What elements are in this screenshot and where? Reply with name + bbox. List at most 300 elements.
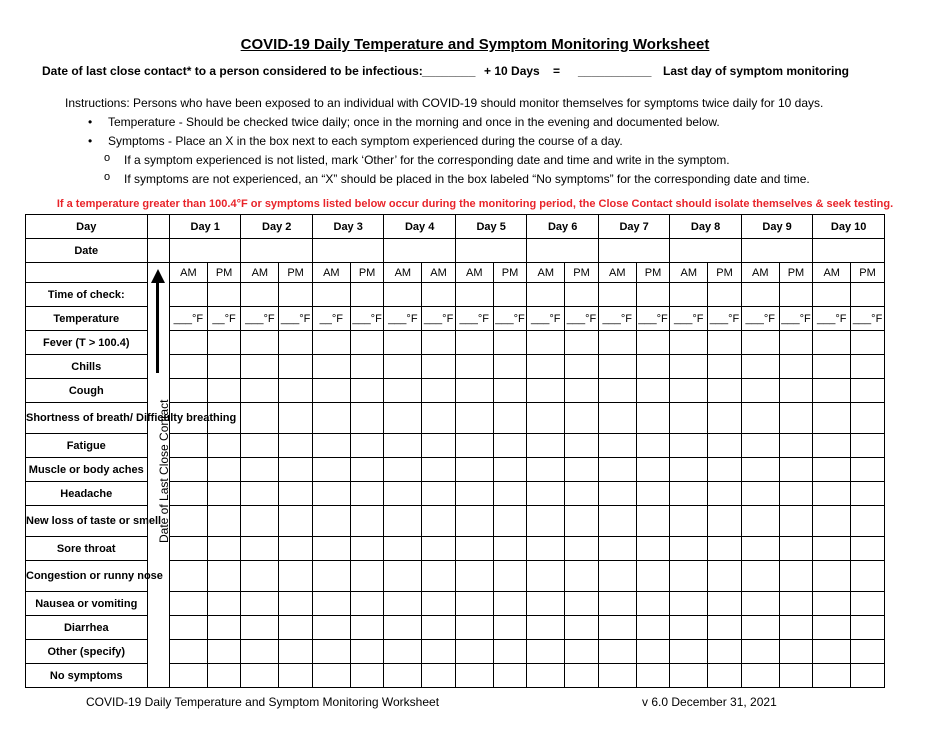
check-cell[interactable]: [422, 537, 456, 561]
check-cell[interactable]: [670, 664, 708, 688]
check-cell[interactable]: [455, 434, 493, 458]
check-cell[interactable]: [779, 537, 813, 561]
check-cell[interactable]: [384, 616, 422, 640]
check-cell[interactable]: [598, 434, 636, 458]
check-cell[interactable]: [241, 458, 279, 482]
check-cell[interactable]: [422, 434, 456, 458]
check-cell[interactable]: [279, 592, 313, 616]
check-cell[interactable]: [598, 537, 636, 561]
check-cell[interactable]: [851, 616, 885, 640]
check-cell[interactable]: [670, 506, 708, 537]
check-cell[interactable]: [422, 482, 456, 506]
check-cell[interactable]: [169, 640, 207, 664]
check-cell[interactable]: [565, 592, 599, 616]
check-cell[interactable]: [670, 616, 708, 640]
check-cell[interactable]: [207, 506, 241, 537]
check-cell[interactable]: [350, 640, 384, 664]
check-cell[interactable]: [779, 482, 813, 506]
check-cell[interactable]: [384, 379, 422, 403]
check-cell[interactable]: [565, 561, 599, 592]
check-cell[interactable]: [312, 434, 350, 458]
check-cell[interactable]: [350, 537, 384, 561]
temperature-cell[interactable]: ___°F: [169, 307, 207, 331]
check-cell[interactable]: [779, 434, 813, 458]
check-cell[interactable]: [312, 379, 350, 403]
check-cell[interactable]: [493, 592, 527, 616]
check-cell[interactable]: [741, 283, 779, 307]
check-cell[interactable]: [813, 537, 851, 561]
check-cell[interactable]: [279, 506, 313, 537]
check-cell[interactable]: [851, 331, 885, 355]
check-cell[interactable]: [527, 403, 565, 434]
check-cell[interactable]: [312, 592, 350, 616]
check-cell[interactable]: [207, 592, 241, 616]
check-cell[interactable]: [636, 458, 670, 482]
check-cell[interactable]: [565, 664, 599, 688]
check-cell[interactable]: [813, 482, 851, 506]
check-cell[interactable]: [207, 283, 241, 307]
check-cell[interactable]: [708, 379, 742, 403]
check-cell[interactable]: [670, 458, 708, 482]
check-cell[interactable]: [455, 561, 493, 592]
check-cell[interactable]: [741, 537, 779, 561]
check-cell[interactable]: [384, 355, 422, 379]
check-cell[interactable]: [779, 403, 813, 434]
check-cell[interactable]: [350, 616, 384, 640]
temperature-cell[interactable]: ___°F: [241, 307, 279, 331]
check-cell[interactable]: [779, 664, 813, 688]
check-cell[interactable]: [741, 458, 779, 482]
temperature-cell[interactable]: __°F: [312, 307, 350, 331]
check-cell[interactable]: [384, 592, 422, 616]
check-cell[interactable]: [169, 592, 207, 616]
check-cell[interactable]: [636, 640, 670, 664]
check-cell[interactable]: [422, 379, 456, 403]
check-cell[interactable]: [527, 482, 565, 506]
check-cell[interactable]: [279, 283, 313, 307]
check-cell[interactable]: [670, 482, 708, 506]
check-cell[interactable]: [741, 592, 779, 616]
check-cell[interactable]: [350, 355, 384, 379]
check-cell[interactable]: [741, 379, 779, 403]
check-cell[interactable]: [813, 379, 851, 403]
check-cell[interactable]: [813, 664, 851, 688]
check-cell[interactable]: [169, 331, 207, 355]
check-cell[interactable]: [241, 403, 279, 434]
check-cell[interactable]: [813, 434, 851, 458]
check-cell[interactable]: [350, 664, 384, 688]
check-cell[interactable]: [708, 664, 742, 688]
check-cell[interactable]: [527, 506, 565, 537]
check-cell[interactable]: [636, 561, 670, 592]
temperature-cell[interactable]: ___°F: [422, 307, 456, 331]
check-cell[interactable]: [565, 403, 599, 434]
check-cell[interactable]: [279, 458, 313, 482]
check-cell[interactable]: [384, 506, 422, 537]
check-cell[interactable]: [241, 592, 279, 616]
check-cell[interactable]: [779, 640, 813, 664]
check-cell[interactable]: [851, 458, 885, 482]
check-cell[interactable]: [813, 506, 851, 537]
check-cell[interactable]: [527, 537, 565, 561]
check-cell[interactable]: [708, 331, 742, 355]
check-cell[interactable]: [851, 664, 885, 688]
check-cell[interactable]: [527, 379, 565, 403]
check-cell[interactable]: [455, 355, 493, 379]
check-cell[interactable]: [455, 283, 493, 307]
check-cell[interactable]: [779, 506, 813, 537]
check-cell[interactable]: [279, 640, 313, 664]
temperature-cell[interactable]: ___°F: [708, 307, 742, 331]
check-cell[interactable]: [455, 403, 493, 434]
check-cell[interactable]: [741, 331, 779, 355]
check-cell[interactable]: [598, 283, 636, 307]
temperature-cell[interactable]: ___°F: [565, 307, 599, 331]
check-cell[interactable]: [493, 283, 527, 307]
check-cell[interactable]: [813, 355, 851, 379]
check-cell[interactable]: [169, 664, 207, 688]
check-cell[interactable]: [708, 283, 742, 307]
check-cell[interactable]: [207, 458, 241, 482]
check-cell[interactable]: [565, 506, 599, 537]
date-cell[interactable]: [455, 239, 526, 263]
last-day-blank[interactable]: ___________: [578, 64, 652, 78]
check-cell[interactable]: [312, 403, 350, 434]
check-cell[interactable]: [779, 458, 813, 482]
check-cell[interactable]: [527, 664, 565, 688]
check-cell[interactable]: [708, 561, 742, 592]
check-cell[interactable]: [241, 355, 279, 379]
check-cell[interactable]: [598, 403, 636, 434]
check-cell[interactable]: [636, 403, 670, 434]
check-cell[interactable]: [527, 640, 565, 664]
check-cell[interactable]: [598, 458, 636, 482]
check-cell[interactable]: [598, 331, 636, 355]
check-cell[interactable]: [527, 355, 565, 379]
check-cell[interactable]: [636, 592, 670, 616]
check-cell[interactable]: [241, 434, 279, 458]
temperature-cell[interactable]: ___°F: [779, 307, 813, 331]
check-cell[interactable]: [422, 331, 456, 355]
check-cell[interactable]: [312, 506, 350, 537]
check-cell[interactable]: [636, 537, 670, 561]
check-cell[interactable]: [565, 640, 599, 664]
check-cell[interactable]: [279, 331, 313, 355]
check-cell[interactable]: [636, 482, 670, 506]
temperature-cell[interactable]: ___°F: [384, 307, 422, 331]
temperature-cell[interactable]: ___°F: [527, 307, 565, 331]
check-cell[interactable]: [851, 537, 885, 561]
check-cell[interactable]: [279, 561, 313, 592]
check-cell[interactable]: [493, 434, 527, 458]
check-cell[interactable]: [384, 482, 422, 506]
check-cell[interactable]: [565, 616, 599, 640]
check-cell[interactable]: [350, 482, 384, 506]
temperature-cell[interactable]: ___°F: [598, 307, 636, 331]
check-cell[interactable]: [779, 283, 813, 307]
check-cell[interactable]: [527, 458, 565, 482]
check-cell[interactable]: [598, 640, 636, 664]
check-cell[interactable]: [851, 561, 885, 592]
check-cell[interactable]: [636, 616, 670, 640]
check-cell[interactable]: [851, 592, 885, 616]
check-cell[interactable]: [670, 592, 708, 616]
check-cell[interactable]: [169, 283, 207, 307]
check-cell[interactable]: [384, 434, 422, 458]
check-cell[interactable]: [312, 482, 350, 506]
check-cell[interactable]: [779, 355, 813, 379]
check-cell[interactable]: [422, 283, 456, 307]
check-cell[interactable]: [741, 355, 779, 379]
check-cell[interactable]: [422, 355, 456, 379]
check-cell[interactable]: [708, 458, 742, 482]
check-cell[interactable]: [422, 561, 456, 592]
check-cell[interactable]: [851, 482, 885, 506]
check-cell[interactable]: [422, 506, 456, 537]
check-cell[interactable]: [493, 379, 527, 403]
check-cell[interactable]: [598, 616, 636, 640]
check-cell[interactable]: [169, 537, 207, 561]
check-cell[interactable]: [527, 616, 565, 640]
check-cell[interactable]: [779, 561, 813, 592]
check-cell[interactable]: [851, 355, 885, 379]
check-cell[interactable]: [207, 482, 241, 506]
check-cell[interactable]: [670, 434, 708, 458]
check-cell[interactable]: [851, 379, 885, 403]
check-cell[interactable]: [851, 434, 885, 458]
check-cell[interactable]: [851, 403, 885, 434]
check-cell[interactable]: [279, 616, 313, 640]
check-cell[interactable]: [493, 458, 527, 482]
check-cell[interactable]: [493, 616, 527, 640]
check-cell[interactable]: [279, 664, 313, 688]
check-cell[interactable]: [527, 434, 565, 458]
check-cell[interactable]: [741, 506, 779, 537]
check-cell[interactable]: [384, 283, 422, 307]
check-cell[interactable]: [169, 434, 207, 458]
contact-date-blank[interactable]: ________: [422, 64, 476, 78]
check-cell[interactable]: [169, 458, 207, 482]
check-cell[interactable]: [813, 640, 851, 664]
check-cell[interactable]: [384, 458, 422, 482]
check-cell[interactable]: [851, 283, 885, 307]
check-cell[interactable]: [350, 403, 384, 434]
check-cell[interactable]: [350, 379, 384, 403]
check-cell[interactable]: [350, 592, 384, 616]
check-cell[interactable]: [741, 434, 779, 458]
check-cell[interactable]: [207, 379, 241, 403]
check-cell[interactable]: [708, 592, 742, 616]
check-cell[interactable]: [813, 561, 851, 592]
check-cell[interactable]: [598, 561, 636, 592]
check-cell[interactable]: [312, 561, 350, 592]
check-cell[interactable]: [384, 537, 422, 561]
check-cell[interactable]: [455, 506, 493, 537]
check-cell[interactable]: [598, 355, 636, 379]
check-cell[interactable]: [241, 283, 279, 307]
check-cell[interactable]: [241, 482, 279, 506]
check-cell[interactable]: [207, 537, 241, 561]
check-cell[interactable]: [565, 434, 599, 458]
check-cell[interactable]: [312, 458, 350, 482]
check-cell[interactable]: [708, 434, 742, 458]
check-cell[interactable]: [455, 379, 493, 403]
check-cell[interactable]: [312, 331, 350, 355]
check-cell[interactable]: [565, 458, 599, 482]
check-cell[interactable]: [241, 640, 279, 664]
check-cell[interactable]: [636, 664, 670, 688]
check-cell[interactable]: [455, 592, 493, 616]
check-cell[interactable]: [455, 482, 493, 506]
check-cell[interactable]: [169, 561, 207, 592]
check-cell[interactable]: [741, 403, 779, 434]
check-cell[interactable]: [670, 355, 708, 379]
check-cell[interactable]: [207, 434, 241, 458]
check-cell[interactable]: [565, 355, 599, 379]
check-cell[interactable]: [565, 379, 599, 403]
check-cell[interactable]: [779, 592, 813, 616]
check-cell[interactable]: [422, 616, 456, 640]
check-cell[interactable]: [493, 331, 527, 355]
check-cell[interactable]: [207, 616, 241, 640]
check-cell[interactable]: [169, 379, 207, 403]
check-cell[interactable]: [207, 331, 241, 355]
check-cell[interactable]: [422, 640, 456, 664]
check-cell[interactable]: [708, 506, 742, 537]
check-cell[interactable]: [813, 592, 851, 616]
check-cell[interactable]: [636, 283, 670, 307]
date-cell[interactable]: [741, 239, 812, 263]
check-cell[interactable]: [527, 283, 565, 307]
check-cell[interactable]: [455, 664, 493, 688]
check-cell[interactable]: [207, 561, 241, 592]
check-cell[interactable]: [527, 592, 565, 616]
check-cell[interactable]: [350, 458, 384, 482]
temperature-cell[interactable]: ___°F: [279, 307, 313, 331]
check-cell[interactable]: [527, 561, 565, 592]
check-cell[interactable]: [312, 283, 350, 307]
check-cell[interactable]: [779, 331, 813, 355]
check-cell[interactable]: [279, 482, 313, 506]
check-cell[interactable]: [241, 506, 279, 537]
check-cell[interactable]: [779, 379, 813, 403]
check-cell[interactable]: [670, 331, 708, 355]
date-cell[interactable]: [527, 239, 598, 263]
check-cell[interactable]: [455, 640, 493, 664]
check-cell[interactable]: [598, 379, 636, 403]
check-cell[interactable]: [350, 434, 384, 458]
check-cell[interactable]: [813, 616, 851, 640]
check-cell[interactable]: [636, 355, 670, 379]
date-cell[interactable]: [670, 239, 741, 263]
check-cell[interactable]: [350, 506, 384, 537]
check-cell[interactable]: [422, 403, 456, 434]
check-cell[interactable]: [241, 537, 279, 561]
check-cell[interactable]: [455, 537, 493, 561]
check-cell[interactable]: [708, 355, 742, 379]
check-cell[interactable]: [241, 664, 279, 688]
check-cell[interactable]: [813, 283, 851, 307]
check-cell[interactable]: [493, 640, 527, 664]
check-cell[interactable]: [384, 640, 422, 664]
check-cell[interactable]: [241, 379, 279, 403]
check-cell[interactable]: [384, 561, 422, 592]
date-cell[interactable]: [312, 239, 383, 263]
check-cell[interactable]: [493, 355, 527, 379]
check-cell[interactable]: [565, 537, 599, 561]
check-cell[interactable]: [384, 331, 422, 355]
check-cell[interactable]: [598, 482, 636, 506]
check-cell[interactable]: [813, 403, 851, 434]
check-cell[interactable]: [241, 561, 279, 592]
check-cell[interactable]: [636, 434, 670, 458]
check-cell[interactable]: [741, 561, 779, 592]
check-cell[interactable]: [670, 403, 708, 434]
check-cell[interactable]: [241, 331, 279, 355]
check-cell[interactable]: [779, 616, 813, 640]
check-cell[interactable]: [670, 640, 708, 664]
check-cell[interactable]: [813, 331, 851, 355]
check-cell[interactable]: [350, 283, 384, 307]
check-cell[interactable]: [670, 537, 708, 561]
check-cell[interactable]: [422, 664, 456, 688]
check-cell[interactable]: [455, 458, 493, 482]
check-cell[interactable]: [741, 482, 779, 506]
check-cell[interactable]: [279, 537, 313, 561]
check-cell[interactable]: [636, 506, 670, 537]
temperature-cell[interactable]: ___°F: [636, 307, 670, 331]
check-cell[interactable]: [422, 592, 456, 616]
check-cell[interactable]: [169, 616, 207, 640]
check-cell[interactable]: [741, 616, 779, 640]
check-cell[interactable]: [384, 403, 422, 434]
check-cell[interactable]: [670, 379, 708, 403]
check-cell[interactable]: [493, 482, 527, 506]
check-cell[interactable]: [670, 283, 708, 307]
check-cell[interactable]: [708, 537, 742, 561]
check-cell[interactable]: [598, 506, 636, 537]
check-cell[interactable]: [636, 331, 670, 355]
date-cell[interactable]: [813, 239, 885, 263]
check-cell[interactable]: [851, 506, 885, 537]
temperature-cell[interactable]: ___°F: [813, 307, 851, 331]
check-cell[interactable]: [527, 331, 565, 355]
date-cell[interactable]: [598, 239, 669, 263]
temperature-cell[interactable]: ___°F: [851, 307, 885, 331]
check-cell[interactable]: [207, 664, 241, 688]
check-cell[interactable]: [741, 640, 779, 664]
check-cell[interactable]: [565, 283, 599, 307]
check-cell[interactable]: [741, 664, 779, 688]
check-cell[interactable]: [384, 664, 422, 688]
temperature-cell[interactable]: ___°F: [455, 307, 493, 331]
check-cell[interactable]: [350, 331, 384, 355]
check-cell[interactable]: [455, 616, 493, 640]
check-cell[interactable]: [565, 482, 599, 506]
check-cell[interactable]: [670, 561, 708, 592]
check-cell[interactable]: [207, 640, 241, 664]
check-cell[interactable]: [708, 616, 742, 640]
check-cell[interactable]: [493, 403, 527, 434]
check-cell[interactable]: [708, 403, 742, 434]
date-cell[interactable]: [241, 239, 312, 263]
check-cell[interactable]: [169, 482, 207, 506]
check-cell[interactable]: [279, 434, 313, 458]
date-cell[interactable]: [384, 239, 455, 263]
check-cell[interactable]: [279, 355, 313, 379]
check-cell[interactable]: [350, 561, 384, 592]
check-cell[interactable]: [493, 664, 527, 688]
